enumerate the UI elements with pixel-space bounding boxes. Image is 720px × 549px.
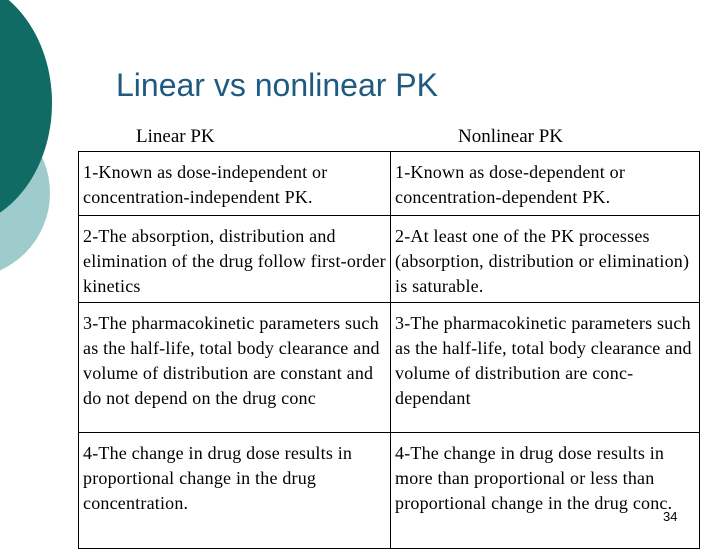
cell-nonlinear: 3-The pharmacokinetic parameters such as the half-life, total body clearance and volume of distribution are conc-dependant: [391, 303, 700, 433]
cell-linear: 2-The absorption, distribution and elimination of the drug follow first-order kinetics: [79, 216, 391, 303]
cell-linear: 1-Known as dose-independent or concentration-independent PK.: [79, 152, 391, 216]
table-row: [79, 303, 700, 433]
page-number: 34: [663, 509, 678, 524]
cell-nonlinear: 2-At least one of the PK processes (absorption, distribution or elimination) is saturable.: [391, 216, 700, 303]
cell-linear: 4-The change in drug dose results in proportional change in the drug concentration.: [79, 433, 391, 549]
header-linear-pk: Linear PK: [136, 126, 215, 147]
cell-nonlinear: 1-Known as dose-dependent or concentration-dependent PK.: [391, 152, 700, 216]
decorative-circles: [0, 0, 80, 300]
table-row: [79, 216, 700, 303]
comparison-table: [78, 151, 700, 549]
slide-title: Linear vs nonlinear PK: [116, 67, 438, 103]
header-nonlinear-pk: Nonlinear PK: [458, 126, 564, 147]
table-row: [79, 433, 700, 549]
cell-nonlinear: 4-The change in drug dose results in more than proportional or less than proportional change in the drug conc.: [391, 433, 700, 549]
table-header: [80, 120, 700, 154]
table-row: [79, 152, 700, 216]
cell-linear: 3-The pharmacokinetic parameters such as the half-life, total body clearance and volume of distribution are constant and do not depend on the drug conc: [79, 303, 391, 433]
